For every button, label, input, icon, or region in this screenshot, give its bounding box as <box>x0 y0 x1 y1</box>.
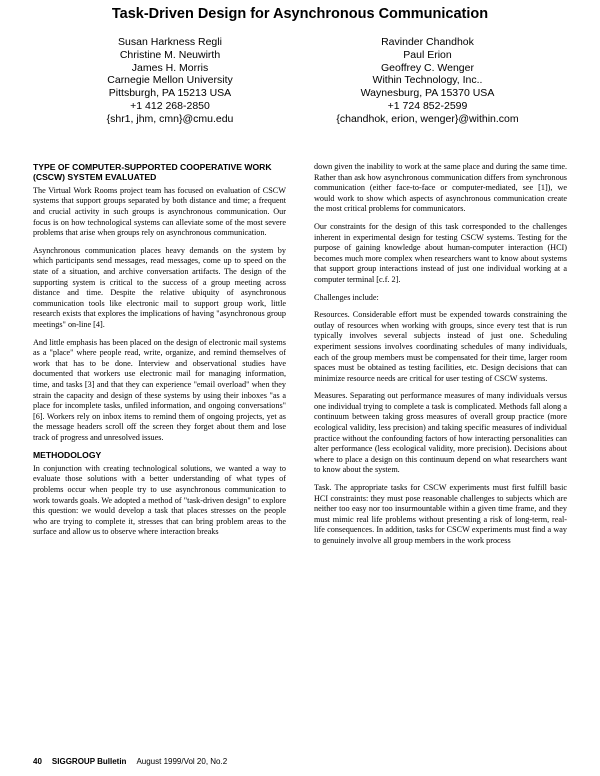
author-line: Paul Erion <box>403 48 452 61</box>
paragraph: Task. The appropriate tasks for CSCW experiments must first fulfill basic HCI constraints: they must pose reasonable challenges to subjects which are neither too easy nor too insurmountable within a given time frame, and they must mimic real life problems without presenting a risk of long-term, real-life consequences. In addition, tasks for CSCW experiments must find a way to genuinely involve all group members in the work process <box>314 483 567 545</box>
paragraph: Our constraints for the design of this task corresponded to the challenges inherent in experimental design for testing CSCW systems. Testing for the purpose of gaining knowledge about human-computer interaction (HCI) becomes much more complex when researchers want to know about systems that support group interactions instead of just one individual working at a computer terminal [c.f. 2]. <box>314 221 567 284</box>
author-line: Geoffrey C. Wenger <box>381 61 474 74</box>
paragraph: Challenges include: <box>314 292 379 302</box>
author-line: James H. Morris <box>131 61 209 74</box>
phone-line: +1 724 852-2599 <box>387 99 468 112</box>
affiliation-line: Carnegie Mellon University <box>107 74 233 87</box>
email-line: {shr1, jhm, cmn}@cmu.edu <box>106 112 234 125</box>
email-line: {chandhok, erion, wenger}@within.com <box>336 112 519 125</box>
author-block-right <box>305 36 550 126</box>
paragraph: The Virtual Work Rooms project team has focused on evaluation of CSCW systems that support groups separated by both distance and time; a frequent and crucial activity in such groups is asynchronous communication. Our focus is on how technological systems can alleviate some of the most severe problems that arise when groups rely on asynchronous communication. <box>33 185 286 238</box>
address-line: Pittsburgh, PA 15213 USA <box>108 87 232 100</box>
paragraph: Resources. Considerable effort must be expended towards constraining the outlay of resources when working with groups, since every test that is run typically involves several subjects instead of just one. Scheduling experiment sessions involves coordinating schedules of many individuals, each of the group members must be compensated for their time, larger room spaces must be obtained as testing facilities, etc. Design decisions that can minimize resource needs are critical for user testing of CSCW systems. <box>314 310 567 383</box>
page-number: 40 <box>33 757 42 766</box>
section-heading: TYPE OF COMPUTER-SUPPORTED COOPERATIVE WORK (CSCW) SYSTEM EVALUATED <box>33 162 272 183</box>
issue-info: August 1999/Vol 20, No.2 <box>136 757 228 766</box>
address-line: Waynesburg, PA 15370 USA <box>360 87 495 100</box>
paragraph: down given the inability to work at the same place and during the same time. Rather than ask how asynchronous communication differs from synchronous communication (either face-to-face or computer-mediated, see [1]), we would work to show which aspects of asynchronous communication create the most critical problems for communicators. <box>314 162 567 214</box>
paragraph: Measures. Separating out performance measures of many individuals versus one individual trying to complete a task is complicated. Methods fall along a continuum between taking gross measures of overall group practice (more ecological validity, less precision) and taking specific measures of individual practice without the confounding factors of how interacting personalities can alter performance (less ecological validity, more precision). Decisions about where to place a design on this continuum depend on what researchers want to know about the system. <box>314 391 567 475</box>
author-line: Susan Harkness Regli <box>118 36 222 48</box>
paper-title: Task-Driven Design for Asynchronous Communication <box>111 6 489 22</box>
paragraph: Asynchronous communication places heavy demands on the system by which participants send messages, read messages, come up to speed on the state of a situation, and archive conversation artifacts. The design of the supporting system is critical to the success of a group meeting across distance and time. Despite the relative ubiquity of asynchronous communication tools like electronic mail to support group work, little research exists that explores the implications of having "asynchronous group meetings" on-line [4]. <box>33 245 286 329</box>
affiliation-line: Within Technology, Inc.. <box>372 74 483 87</box>
paragraph: And little emphasis has been placed on the design of electronic mail systems as a "place" where people read, write, organize, and remind themselves of work that has to be done. Interview and observational studies have documented that workers use electronic mail for managing information, time, and tasks [3] and that they can experience "email overload" when they strain the capacity and design of these systems by using their inboxes "as a place for incomplete tasks, unfiled information, and ongoing conversations" [6]. Workers rely on inbox items to remind them of ongoing projects, yet as the message headers scroll off the screen they forget about them and lose track of progress and unresolved issues. <box>33 337 286 442</box>
page-footer <box>33 757 227 766</box>
author-line: Ravinder Chandhok <box>381 36 474 48</box>
section-heading: METHODOLOGY <box>33 450 102 461</box>
paragraph: In conjunction with creating technological solutions, we wanted a way to evaluate those solutions with a better understanding of what types of problems occur when people try to use asynchronous communication to work towards goals. We adopted a method of "task-driven design" to explore this question: we would develop a task that places stresses on the people who are trying to complete it, stresses that can bring problem areas to the surface and allow us to observe where interaction breaks <box>33 463 286 537</box>
author-line: Christine M. Neuwirth <box>119 48 221 61</box>
author-block-left <box>70 36 270 126</box>
right-column <box>314 162 567 554</box>
left-column <box>33 162 286 545</box>
publication-name: SIGGROUP Bulletin <box>51 757 127 766</box>
phone-line: +1 412 268-2850 <box>130 99 210 112</box>
